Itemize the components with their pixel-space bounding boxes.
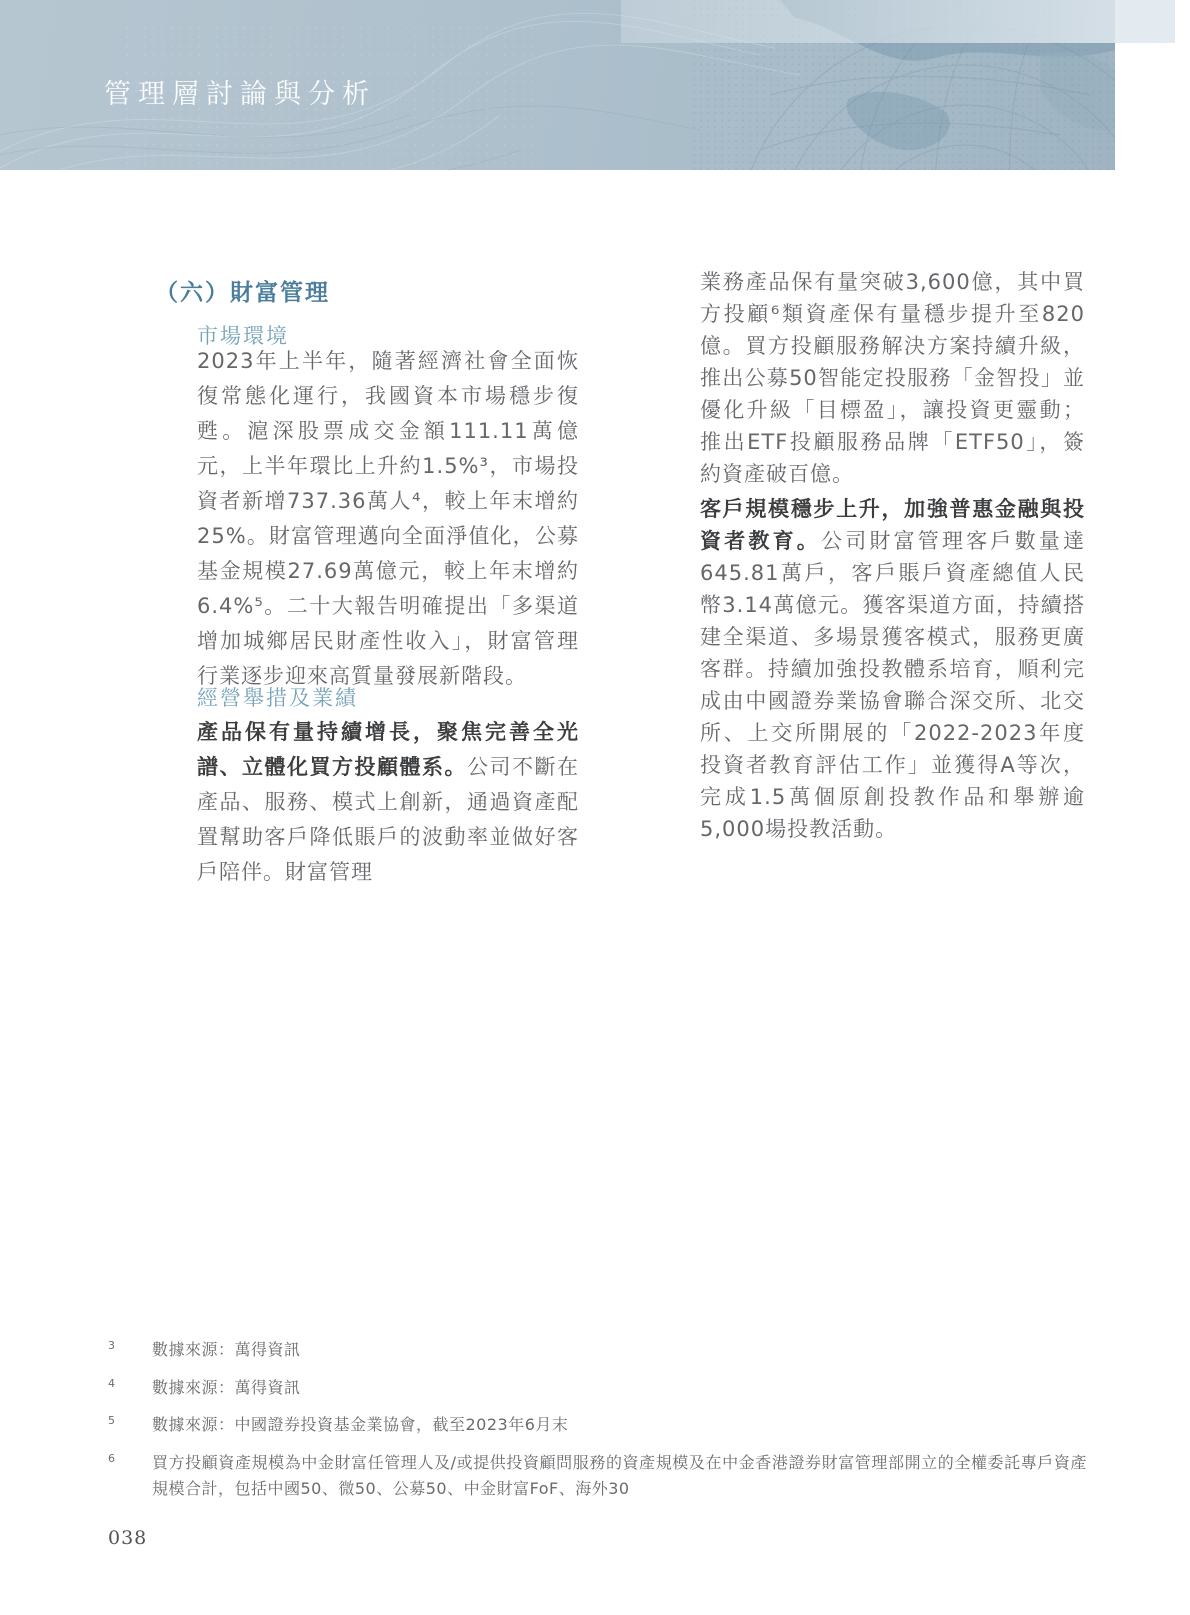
paragraph-product-holdings-rest: 公司不斷在產品、服務、模式上創新，通過資產配置幫助客戶降低賬戶的波動率並做好客戶陪伴。財富管理 [197, 755, 579, 884]
paragraph-client-scale-lead: 客戶規模穩步上升，加強普惠金融與投資者教育。 [700, 497, 1085, 553]
section-title: （六）財富管理 [155, 280, 330, 306]
footnote-3-text: 數據來源：萬得資訊 [152, 1340, 301, 1359]
footnote-3 [108, 1337, 301, 1363]
paragraph-market-environment: 2023年上半年，隨著經濟社會全面恢復常態化運行，我國資本市場穩步復甦。滬深股票成交金額111.11萬億元，上半年環比上升約1.5%³，市場投資者新增737.36萬人⁴，較上年末增約25%。財富管理邁向全面淨值化，公募基金規模27.69萬億元，較上年末增約6.4%⁵。二十大報告明確提出「多渠道增加城鄉居民財產性收入」，財富管理行業逐步迎來高質量發展新階段。 [197, 349, 579, 688]
banner-light-block [621, 0, 1175, 43]
footnote-5 [108, 1412, 568, 1438]
paragraph-buy-side-advisory: 業務產品保有量突破3,600億，其中買方投顧⁶類資產保有量穩步提升至820億。買方投顧服務解決方案持續升級，推出公募50智能定投服務「金智投」並優化升級「目標盈」，讓投資更靈動；推出ETF投顧服務品牌「ETF50」，簽約資產破百億。 [700, 270, 1085, 486]
footnote-4-number: 4 [108, 1377, 115, 1390]
footnote-6-text: 買方投顧資產規模為中金財富任管理人及/或提供投資顧問服務的資產規模及在中金香港證券財富管理部開立的全權委託專戶資產規模合計，包括中國50、微50、公募50、中金財富FoF、海外30 [152, 1453, 1087, 1498]
footnote-5-number: 5 [108, 1414, 115, 1427]
paragraph-product-holdings [197, 715, 579, 890]
footnote-3-number: 3 [108, 1339, 115, 1352]
paragraph-product-holdings-lead: 產品保有量持續增長，聚焦完善全光譜、立體化買方投顧體系。 [197, 720, 579, 779]
page-number: 038 [108, 1527, 148, 1549]
footnote-4-text: 數據來源：萬得資訊 [152, 1378, 301, 1397]
footnote-4 [108, 1375, 301, 1401]
subsection-heading-operations-results: 經營舉措及業績 [197, 686, 358, 710]
subsection-heading-market-environment: 市場環境 [197, 324, 289, 348]
footnote-6-number: 6 [108, 1452, 115, 1465]
footnote-6 [108, 1450, 1087, 1502]
paragraph-client-scale-rest: 公司財富管理客戶數量達645.81萬戶，客戶賬戶資產總值人民幣3.14萬億元。獲客渠道方面，持續搭建全渠道、多場景獲客模式，服務更廣客群。持續加強投教體系培育，順利完成由中國證券業協會聯合深交所、北交所、上交所開展的「2022-2023年度投資者教育評估工作」並獲得A等次，完成1.5萬個原創投教作品和舉辦逾5,000場投教活動。 [700, 529, 1085, 841]
paragraph-client-scale [700, 493, 1085, 845]
footnote-5-text: 數據來源：中國證券投資基金業協會，截至2023年6月末 [152, 1415, 569, 1434]
page-title: 管理層討論與分析 [104, 79, 376, 111]
